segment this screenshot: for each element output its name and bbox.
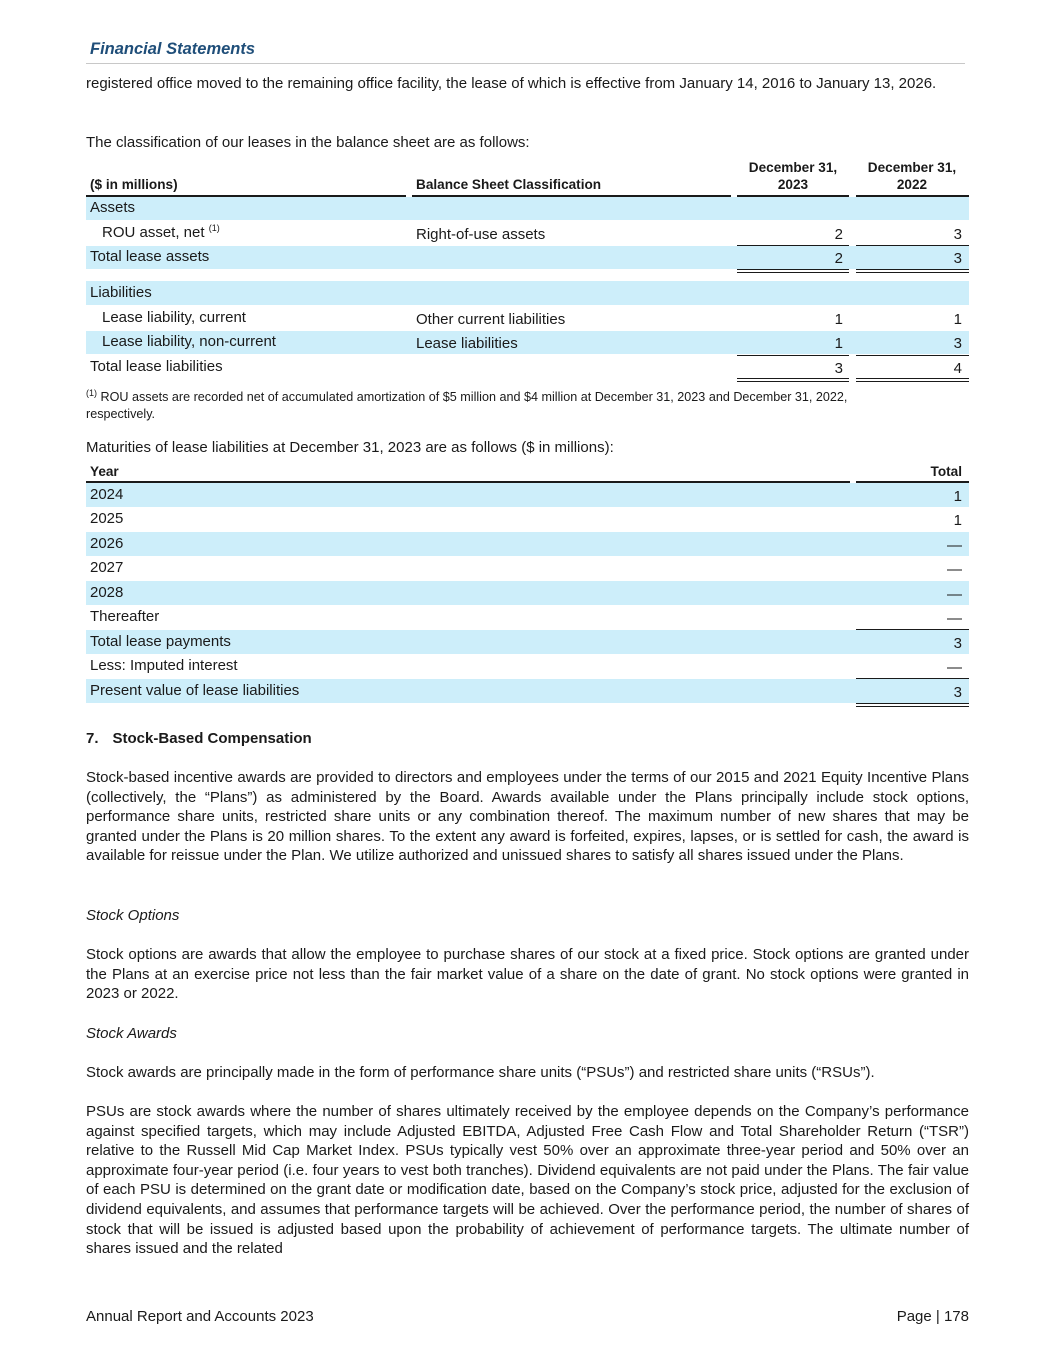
- lease-liability-noncurrent-2023: 1: [834, 335, 843, 352]
- col-header-2023-line2: 2023: [777, 177, 809, 192]
- total-lease-liabilities-label: Total lease liabilities: [90, 358, 223, 375]
- maturity-value-2025: 1: [953, 512, 962, 529]
- table-row-band: [86, 581, 969, 605]
- maturity-year-2028: 2028: [90, 584, 124, 601]
- lease-liability-current-label: Lease liability, current: [102, 309, 246, 326]
- total-lease-assets-2022: 3: [953, 250, 962, 267]
- lease-liability-noncurrent-2022: 3: [953, 335, 962, 352]
- maturity-value-thereafter: —: [947, 610, 962, 627]
- table-footnote: $^{(1)}$ ROU assets are recorded net of accumulated amortization of $5 million and $4 million at December 31, 2023 and December 31, 2022, respectively.: [86, 388, 848, 422]
- psu-paragraph: PSUs are stock awards where the number of shares ultimately received by the employee depends on the Company’s performance against specified targets, which may include Adjusted EBITDA, Adjusted Free Cash Flow and Total Shareholder Return (“TSR”) relative to the Russell Mid Cap Market Index. PSUs typically vest 50% over an approximate three-year period and 50% over an approximate four-year period (i.e. four years to vest both tranches). Dividend equivalents are not paid under the Plans. The fair value of each PSU is determined on the grant date or modification date, based on the Company’s stock price, adjusted for the exclusion of dividend equivalents, and assumes that performance targets will be achieved. Over the performance period, the number of shares of stock that will be issued is adjusted based upon the probability of achievement of performance targets. The ultimate number of shares issued and the related: [86, 1103, 969, 1258]
- total-double-rule: [737, 381, 849, 382]
- intro-paragraph: registered office moved to the remaining office facility, the lease of which is effective from January 14, 2016 to January 13, 2026.: [86, 75, 937, 92]
- footer-page-number: Page | 178: [896, 1308, 969, 1325]
- lease-classification-intro: The classification of our leases in the balance sheet are as follows:: [86, 134, 530, 151]
- total-double-rule: [856, 378, 969, 379]
- present-value-label: Present value of lease liabilities: [90, 682, 300, 699]
- stock-comp-paragraph: Stock-based incentive awards are provided to directors and employees under the terms of our 2015 and 2021 Equity Incentive Plans (collectively, the “Plans”) as administered by the Board. Awards available under the Plans principally include stock options, performance share units, restricted share units or any combination thereof. The maximum number of new shares that may be granted under the Plans is 20 million shares. To the extent any award is forfeited, expires, lapses, or is settled for cash, the award is available for reissue under the Plan. We utilize authorized and unissued shares to satisfy all shares issued under the Plans.: [86, 769, 969, 865]
- lease-liability-current-2023: 1: [834, 311, 843, 328]
- assets-heading: Assets: [90, 199, 136, 216]
- total-lease-assets-2023: 2: [834, 250, 843, 267]
- total-double-rule: [856, 381, 969, 382]
- maturity-year-2024: 2024: [90, 486, 124, 503]
- present-value-value: 3: [953, 684, 962, 701]
- total-lease-assets-label: Total lease assets: [90, 248, 210, 265]
- page-header-title: Financial Statements: [90, 40, 256, 58]
- col-header-classification: Balance Sheet Classification: [416, 177, 602, 192]
- col-header-2023-line1: December 31,: [748, 160, 838, 175]
- table-row-band: [86, 532, 969, 556]
- total-double-rule: [856, 272, 969, 273]
- rou-asset-2023: 2: [834, 226, 843, 243]
- section-number: 7.: [86, 730, 99, 747]
- rou-asset-label: ROU asset, net $^{(1)}$: [102, 223, 220, 241]
- stock-options-subheading: Stock Options: [86, 907, 180, 924]
- lease-liability-current-2022: 1: [953, 311, 962, 328]
- imputed-interest-value: —: [947, 659, 962, 676]
- table-row-band: [86, 281, 969, 305]
- col-header-2022-line1: December 31,: [867, 160, 957, 175]
- col-header-total: Total: [930, 464, 962, 479]
- liabilities-heading: Liabilities: [90, 284, 152, 301]
- footer-report-title: Annual Report and Accounts 2023: [86, 1308, 314, 1325]
- col-header-2022-line2: 2022: [896, 177, 928, 192]
- maturity-year-2027: 2027: [90, 559, 124, 576]
- col-header-year: Year: [90, 464, 119, 479]
- section-heading: [86, 730, 312, 747]
- total-double-rule: [856, 703, 969, 704]
- stock-awards-subheading: Stock Awards: [86, 1025, 177, 1042]
- lease-liability-noncurrent-label: Lease liability, non-current: [102, 333, 276, 350]
- total-double-rule: [737, 272, 849, 273]
- rou-asset-classification: Right-of-use assets: [416, 226, 546, 243]
- header-divider: [86, 63, 965, 64]
- total-lease-payments-value: 3: [953, 635, 962, 652]
- stock-awards-paragraph: Stock awards are principally made in the form of performance share units (“PSUs”) and restricted share units (“RSUs”).: [86, 1064, 875, 1081]
- maturity-value-2027: —: [947, 561, 962, 578]
- table-row-band: [86, 483, 969, 507]
- total-lease-liabilities-2022: 4: [953, 360, 962, 377]
- total-double-rule: [737, 269, 849, 270]
- maturity-year-2026: 2026: [90, 535, 124, 552]
- maturity-value-2026: —: [947, 537, 962, 554]
- maturity-value-2024: 1: [953, 488, 962, 505]
- total-lease-liabilities-2023: 3: [834, 360, 843, 377]
- subtotal-rule: [856, 355, 969, 356]
- subtotal-rule: [737, 355, 849, 356]
- total-double-rule: [856, 269, 969, 270]
- maturities-intro: Maturities of lease liabilities at December 31, 2023 are as follows ($ in millions):: [86, 439, 614, 456]
- maturity-value-2028: —: [947, 586, 962, 603]
- section-title: Stock-Based Compensation: [112, 730, 312, 747]
- rou-asset-2022: 3: [953, 226, 962, 243]
- total-double-rule: [737, 378, 849, 379]
- maturity-thereafter: Thereafter: [90, 608, 160, 625]
- col-header-millions: ($ in millions): [90, 177, 178, 192]
- maturity-year-2025: 2025: [90, 510, 124, 527]
- lease-liability-current-classification: Other current liabilities: [416, 311, 566, 328]
- imputed-interest-label: Less: Imputed interest: [90, 657, 238, 674]
- total-double-rule: [856, 706, 969, 707]
- total-lease-payments-label: Total lease payments: [90, 633, 231, 650]
- lease-liability-noncurrent-classification: Lease liabilities: [416, 335, 518, 352]
- table-row-band: [86, 197, 969, 220]
- stock-options-paragraph: Stock options are awards that allow the employee to purchase shares of our stock at a fixed price. Stock options are granted under the Plans at an exercise price not less than the fair market value of a share on the date of grant. No stock options were granted in 2023 or 2022.: [86, 946, 969, 1003]
